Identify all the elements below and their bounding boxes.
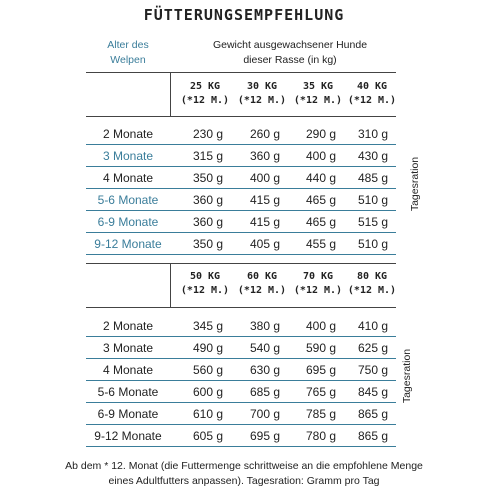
row-value: 400 g	[249, 171, 281, 185]
col-weight: 30 KG	[246, 81, 278, 92]
age-header-line2: Welpen	[110, 54, 146, 66]
row-age: 2 Monate	[102, 319, 154, 333]
row-value: 750 g	[357, 363, 389, 377]
row-value: 405 g	[249, 237, 281, 251]
row-value: 780 g	[305, 429, 337, 443]
table-row	[86, 167, 396, 189]
col-note: (*12 M.)	[347, 285, 397, 296]
table-row	[86, 123, 396, 145]
row-value: 360 g	[192, 215, 224, 229]
row-value: 345 g	[192, 319, 224, 333]
table1-col-2	[237, 80, 287, 108]
row-value: 865 g	[357, 429, 389, 443]
row-age: 9-12 Monate	[94, 237, 162, 251]
footer-note	[0, 459, 488, 489]
row-age: 9-12 Monate	[94, 429, 162, 443]
col-weight: 40 KG	[356, 81, 388, 92]
table2-top-rule	[86, 263, 396, 264]
table1-top-rule	[86, 72, 396, 73]
row-value: 510 g	[357, 193, 389, 207]
col-note: (*12 M.)	[293, 285, 343, 296]
row-age: 4 Monate	[102, 171, 154, 185]
col-note: (*12 M.)	[180, 285, 230, 296]
row-value: 515 g	[357, 215, 389, 229]
footer-line1: Ab dem * 12. Monat (die Futtermenge schrittweise an die empfohlene Menge	[65, 460, 423, 472]
row-age: 5-6 Monate	[97, 385, 159, 399]
row-value: 310 g	[357, 127, 389, 141]
table-row	[86, 359, 396, 381]
row-age: 3 Monate	[102, 341, 154, 355]
row-value: 605 g	[192, 429, 224, 443]
row-value: 490 g	[192, 341, 224, 355]
row-value: 625 g	[357, 341, 389, 355]
col-weight: 25 KG	[189, 81, 221, 92]
weight-header-line2: dieser Rasse (in kg)	[243, 54, 337, 66]
table-row	[86, 381, 396, 403]
table2-header-divider	[170, 263, 171, 307]
row-value: 600 g	[192, 385, 224, 399]
table2-col-1	[180, 270, 230, 298]
table2-col-2	[237, 270, 287, 298]
row-value: 560 g	[192, 363, 224, 377]
row-value: 440 g	[305, 171, 337, 185]
col-note: (*12 M.)	[180, 95, 230, 106]
col-weight: 70 KG	[302, 271, 334, 282]
table-row	[86, 425, 396, 447]
row-value: 455 g	[305, 237, 337, 251]
col-weight: 60 KG	[246, 271, 278, 282]
row-value: 350 g	[192, 171, 224, 185]
table1-col-3	[293, 80, 343, 108]
row-value: 465 g	[305, 193, 337, 207]
row-underline	[86, 446, 396, 447]
row-value: 465 g	[305, 215, 337, 229]
row-value: 315 g	[192, 149, 224, 163]
age-header	[86, 38, 170, 68]
col-note: (*12 M.)	[237, 95, 287, 106]
row-value: 380 g	[249, 319, 281, 333]
row-value: 415 g	[249, 193, 281, 207]
row-value: 695 g	[305, 363, 337, 377]
table-row	[86, 211, 396, 233]
col-note: (*12 M.)	[293, 95, 343, 106]
row-value: 700 g	[249, 407, 281, 421]
table1-header-rule	[86, 116, 396, 117]
age-header-line1: Alter des	[107, 39, 149, 51]
col-note: (*12 M.)	[347, 95, 397, 106]
row-value: 230 g	[192, 127, 224, 141]
col-weight: 50 KG	[189, 271, 221, 282]
row-value: 765 g	[305, 385, 337, 399]
table2-col-4	[347, 270, 397, 298]
footer-line2: eines Adultfutters anpassen). Tagesration: Gramm pro Tag	[108, 475, 380, 487]
table1-side-label: Tagesration	[409, 156, 421, 212]
row-value: 510 g	[357, 237, 389, 251]
row-value: 695 g	[249, 429, 281, 443]
row-value: 400 g	[305, 149, 337, 163]
row-age: 3 Monate	[102, 149, 154, 163]
page-title: FÜTTERUNGSEMPFEHLUNG	[143, 6, 345, 24]
table1-header-divider	[170, 72, 171, 116]
row-value: 845 g	[357, 385, 389, 399]
table-row	[86, 189, 396, 211]
table2-col-3	[293, 270, 343, 298]
row-value: 630 g	[249, 363, 281, 377]
row-age: 6-9 Monate	[97, 407, 159, 421]
row-underline	[86, 254, 396, 255]
row-age: 6-9 Monate	[97, 215, 159, 229]
row-value: 590 g	[305, 341, 337, 355]
row-age: 5-6 Monate	[97, 193, 159, 207]
row-value: 865 g	[357, 407, 389, 421]
row-value: 360 g	[192, 193, 224, 207]
row-value: 290 g	[305, 127, 337, 141]
row-age: 2 Monate	[102, 127, 154, 141]
row-value: 260 g	[249, 127, 281, 141]
col-weight: 80 KG	[356, 271, 388, 282]
weight-header	[170, 38, 410, 68]
weight-header-line1: Gewicht ausgewachsener Hunde	[212, 39, 368, 51]
table-row	[86, 233, 396, 255]
row-value: 610 g	[192, 407, 224, 421]
col-note: (*12 M.)	[237, 285, 287, 296]
col-weight: 35 KG	[302, 81, 334, 92]
row-value: 360 g	[249, 149, 281, 163]
table-row	[86, 145, 396, 167]
row-value: 400 g	[305, 319, 337, 333]
table-row	[86, 403, 396, 425]
table1-col-4	[347, 80, 397, 108]
row-value: 540 g	[249, 341, 281, 355]
row-age: 4 Monate	[102, 363, 154, 377]
row-value: 685 g	[249, 385, 281, 399]
table2-side-label: Tagesration	[401, 348, 413, 404]
row-value: 430 g	[357, 149, 389, 163]
row-value: 485 g	[357, 171, 389, 185]
row-value: 350 g	[192, 237, 224, 251]
table-row	[86, 337, 396, 359]
row-value: 410 g	[357, 319, 389, 333]
table-row	[86, 315, 396, 337]
row-value: 415 g	[249, 215, 281, 229]
table2-header-rule	[86, 307, 396, 308]
table1-col-1	[180, 80, 230, 108]
row-value: 785 g	[305, 407, 337, 421]
